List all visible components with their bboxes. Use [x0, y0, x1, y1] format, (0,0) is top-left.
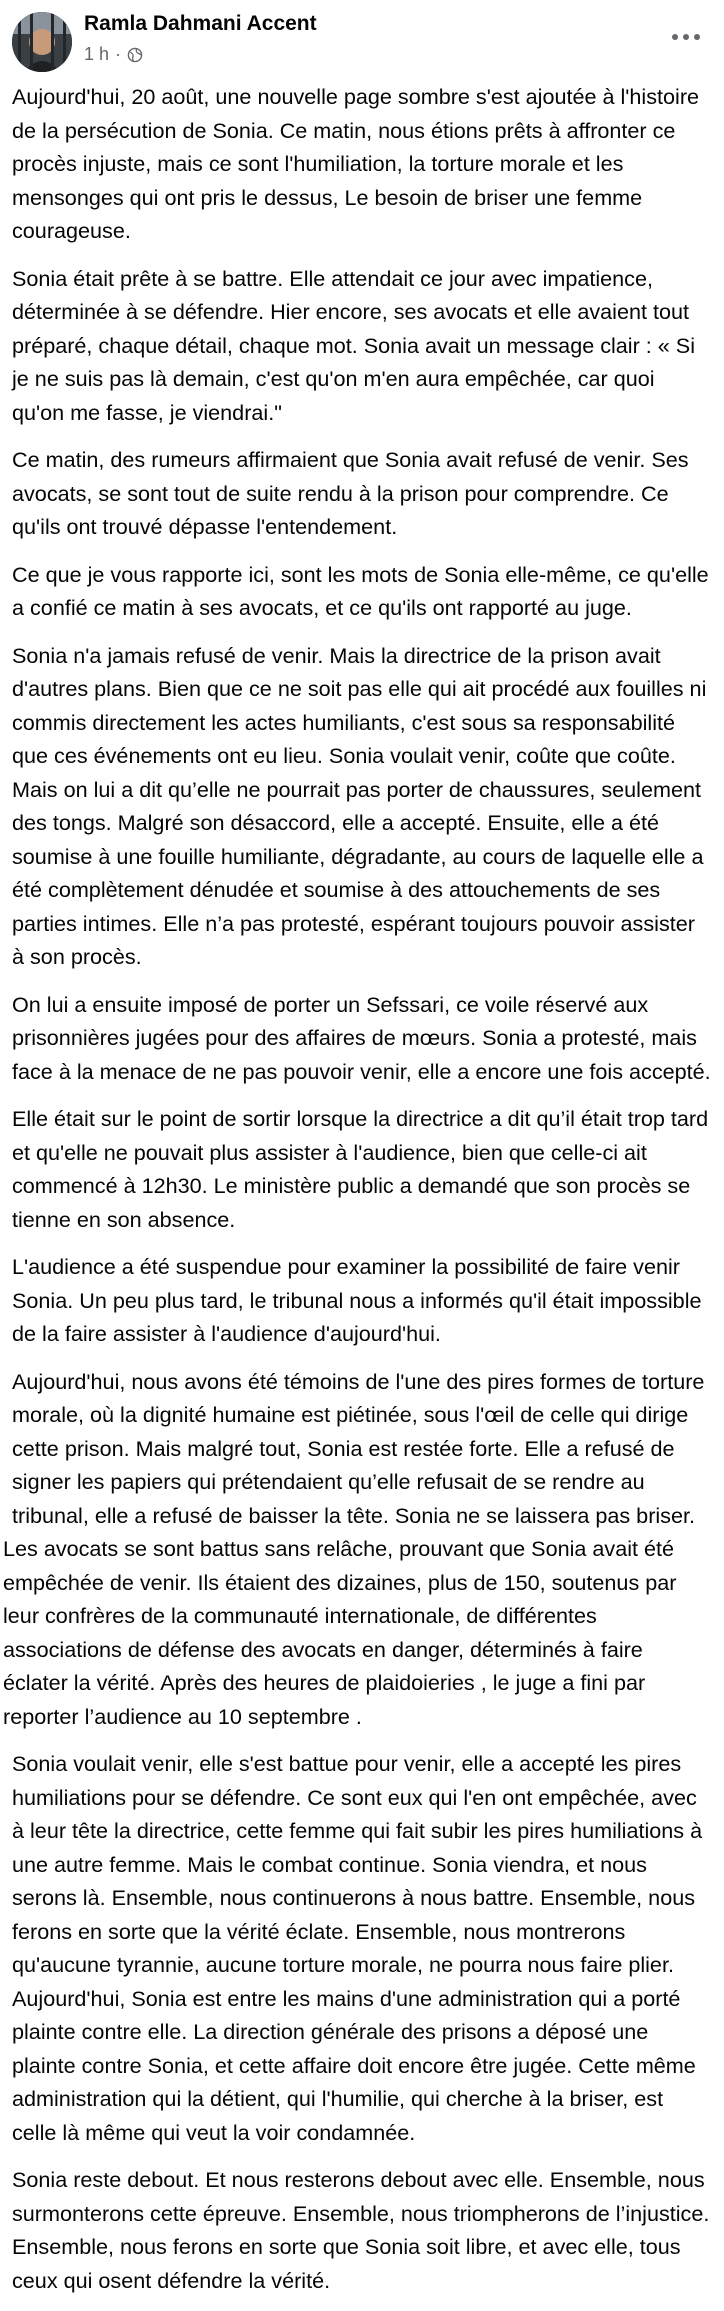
post-meta — [84, 44, 143, 65]
post-time[interactable]: 1 h — [84, 44, 110, 64]
post-paragraph: Sonia n'a jamais refusé de venir. Mais la directrice de la prison avait d'autres plans. Bien que ce ne soit pas elle qui ait procédé aux fouilles ni commis directement les actes humiliants, c'est sous sa responsabilité que ces événements ont eu lieu. Sonia voulait venir, coûte que coûte. Mais on lui a dit qu’elle ne pourrait pas porter de chaussures, seulement des tongs. Malgré son désaccord, elle a accepté. Ensuite, elle a été soumise à une fouille humiliante, dégradante, au cours de laquelle elle a été complètement dénudée et soumise à des attouchements de ses parties intimes. Elle n’a pas protesté, espérant toujours pouvoir assister à son procès. — [12, 642, 707, 969]
post-paragraph: Sonia voulait venir, elle s'est battue pour venir, elle a accepté les pires humiliations pour se défendre. Ce sont eux qui l'en ont empêchée, avec à leur tête la directrice, cette femme qui fait subir les pires humiliations à une autre femme. Mais le combat continue. Sonia viendra, et nous serons là. Ensemble, nous continuerons à nous battre. Ensemble, nous ferons en sorte que la vérité éclate. Ensemble, nous montrerons qu'aucune tyrannie, aucune torture morale, ne pourra nous faire plier. Aujourd'hui, Sonia est entre les mains d'une administration qui a porté plainte contre elle. La direction générale des prisons a déposé une plainte contre Sonia, et cette affaire doit encore être jugée. Cette même administration qui la détient, qui l'humilie, qui cherche à la briser, est celle là même qui veut la voir condamnée. — [12, 1751, 703, 2145]
post-header — [0, 0, 724, 80]
more-dot — [694, 34, 700, 40]
post-paragraph: Sonia reste debout. Et nous resterons debout avec elle. Ensemble, nous surmonterons cette épreuve. Ensemble, nous triompherons de l’injustice. Ensemble, nous ferons en sorte que Sonia soit libre, et avec elle, tous ceux qui osent défendre la vérité. — [12, 2167, 710, 2293]
more-dot — [683, 34, 689, 40]
post-paragraph: Ce que je vous rapporte ici, sont les mots de Sonia elle-même, ce qu'elle a confié ce matin à ses avocats, et ce qu'ils ont rapporté au juge. — [12, 561, 709, 620]
post-paragraph: Sonia était prête à se battre. Elle attendait ce jour avec impatience, déterminée à se défendre. Hier encore, ses avocats et elle avaient tout préparé, chaque détail, chaque mot. Sonia avait un message clair : « Si je ne suis pas là demain, c'est qu'on m'en aura empêchée, car quoi qu'on me fasse, je viendrai." — [12, 265, 696, 425]
meta-separator: · — [115, 44, 122, 64]
post-body — [0, 80, 724, 2311]
post-paragraph: Les avocats se sont battus sans relâche, prouvant que Sonia avait été empêchée de venir. Ils étaient des dizaines, plus de 150, soutenus par leur confrères de la communauté internationale, de différentes associations de défense des avocats en danger, déterminés à faire éclater la vérité. Après des heures de plaidoieries , le juge a fini par reporter l’audience au 10 septembre . — [3, 1536, 677, 1729]
author-name[interactable]: Ramla Dahmani Accent — [84, 12, 317, 35]
post-paragraph: Ce matin, des rumeurs affirmaient que Sonia avait refusé de venir. Ses avocats, se sont tout de suite rendu à la prison pour comprendre. Ce qu'ils ont trouvé dépasse l'entendement. — [12, 447, 689, 539]
post-paragraph: L'audience a été suspendue pour examiner la possibilité de faire venir Sonia. Un peu plus tard, le tribunal nous a informés qu'il était impossible de la faire assister à l'audience d'aujourd'hui. — [12, 1254, 702, 1346]
avatar-image — [12, 12, 72, 72]
post-paragraph: Elle était sur le point de sortir lorsque la directrice a dit qu’il était trop tard et qu'elle ne pouvait plus assister à l'audience, bien que celle-ci ait commencé à 12h30. Le ministère public a demandé que son procès se tienne en son absence. — [12, 1106, 709, 1232]
more-horizontal-icon — [672, 34, 678, 40]
post-paragraph: Aujourd'hui, nous avons été témoins de l'une des pires formes de torture morale, où la dignité humaine est piétinée, sous l'œil de celle qui dirige cette prison. Mais malgré tout, Sonia est restée forte. Elle a refusé de signer les papiers qui prétendaient qu’elle refusait de se rendre au tribunal, elle a refusé de baisser la tête. Sonia ne se laissera pas briser. — [12, 1368, 705, 1528]
post-paragraph: On lui a ensuite imposé de porter un Sefssari, ce voile réservé aux prisonnières jugées pour des affaires de mœurs. Sonia a protesté, mais face à la menace de ne pas pouvoir venir, elle a encore une fois accepté. — [12, 991, 711, 1084]
more-options-button[interactable] — [666, 22, 706, 52]
post-paragraph: Aujourd'hui, 20 août, une nouvelle page sombre s'est ajoutée à l'histoire de la persécution de Sonia. Ce matin, nous étions prêts à affronter ce procès injuste, mais ce sont l'humiliation, la torture morale et les mensonges qui ont pris le dessus, Le besoin de briser une femme courageuse. — [12, 84, 700, 243]
avatar[interactable] — [12, 12, 72, 72]
globe-icon — [127, 47, 143, 63]
